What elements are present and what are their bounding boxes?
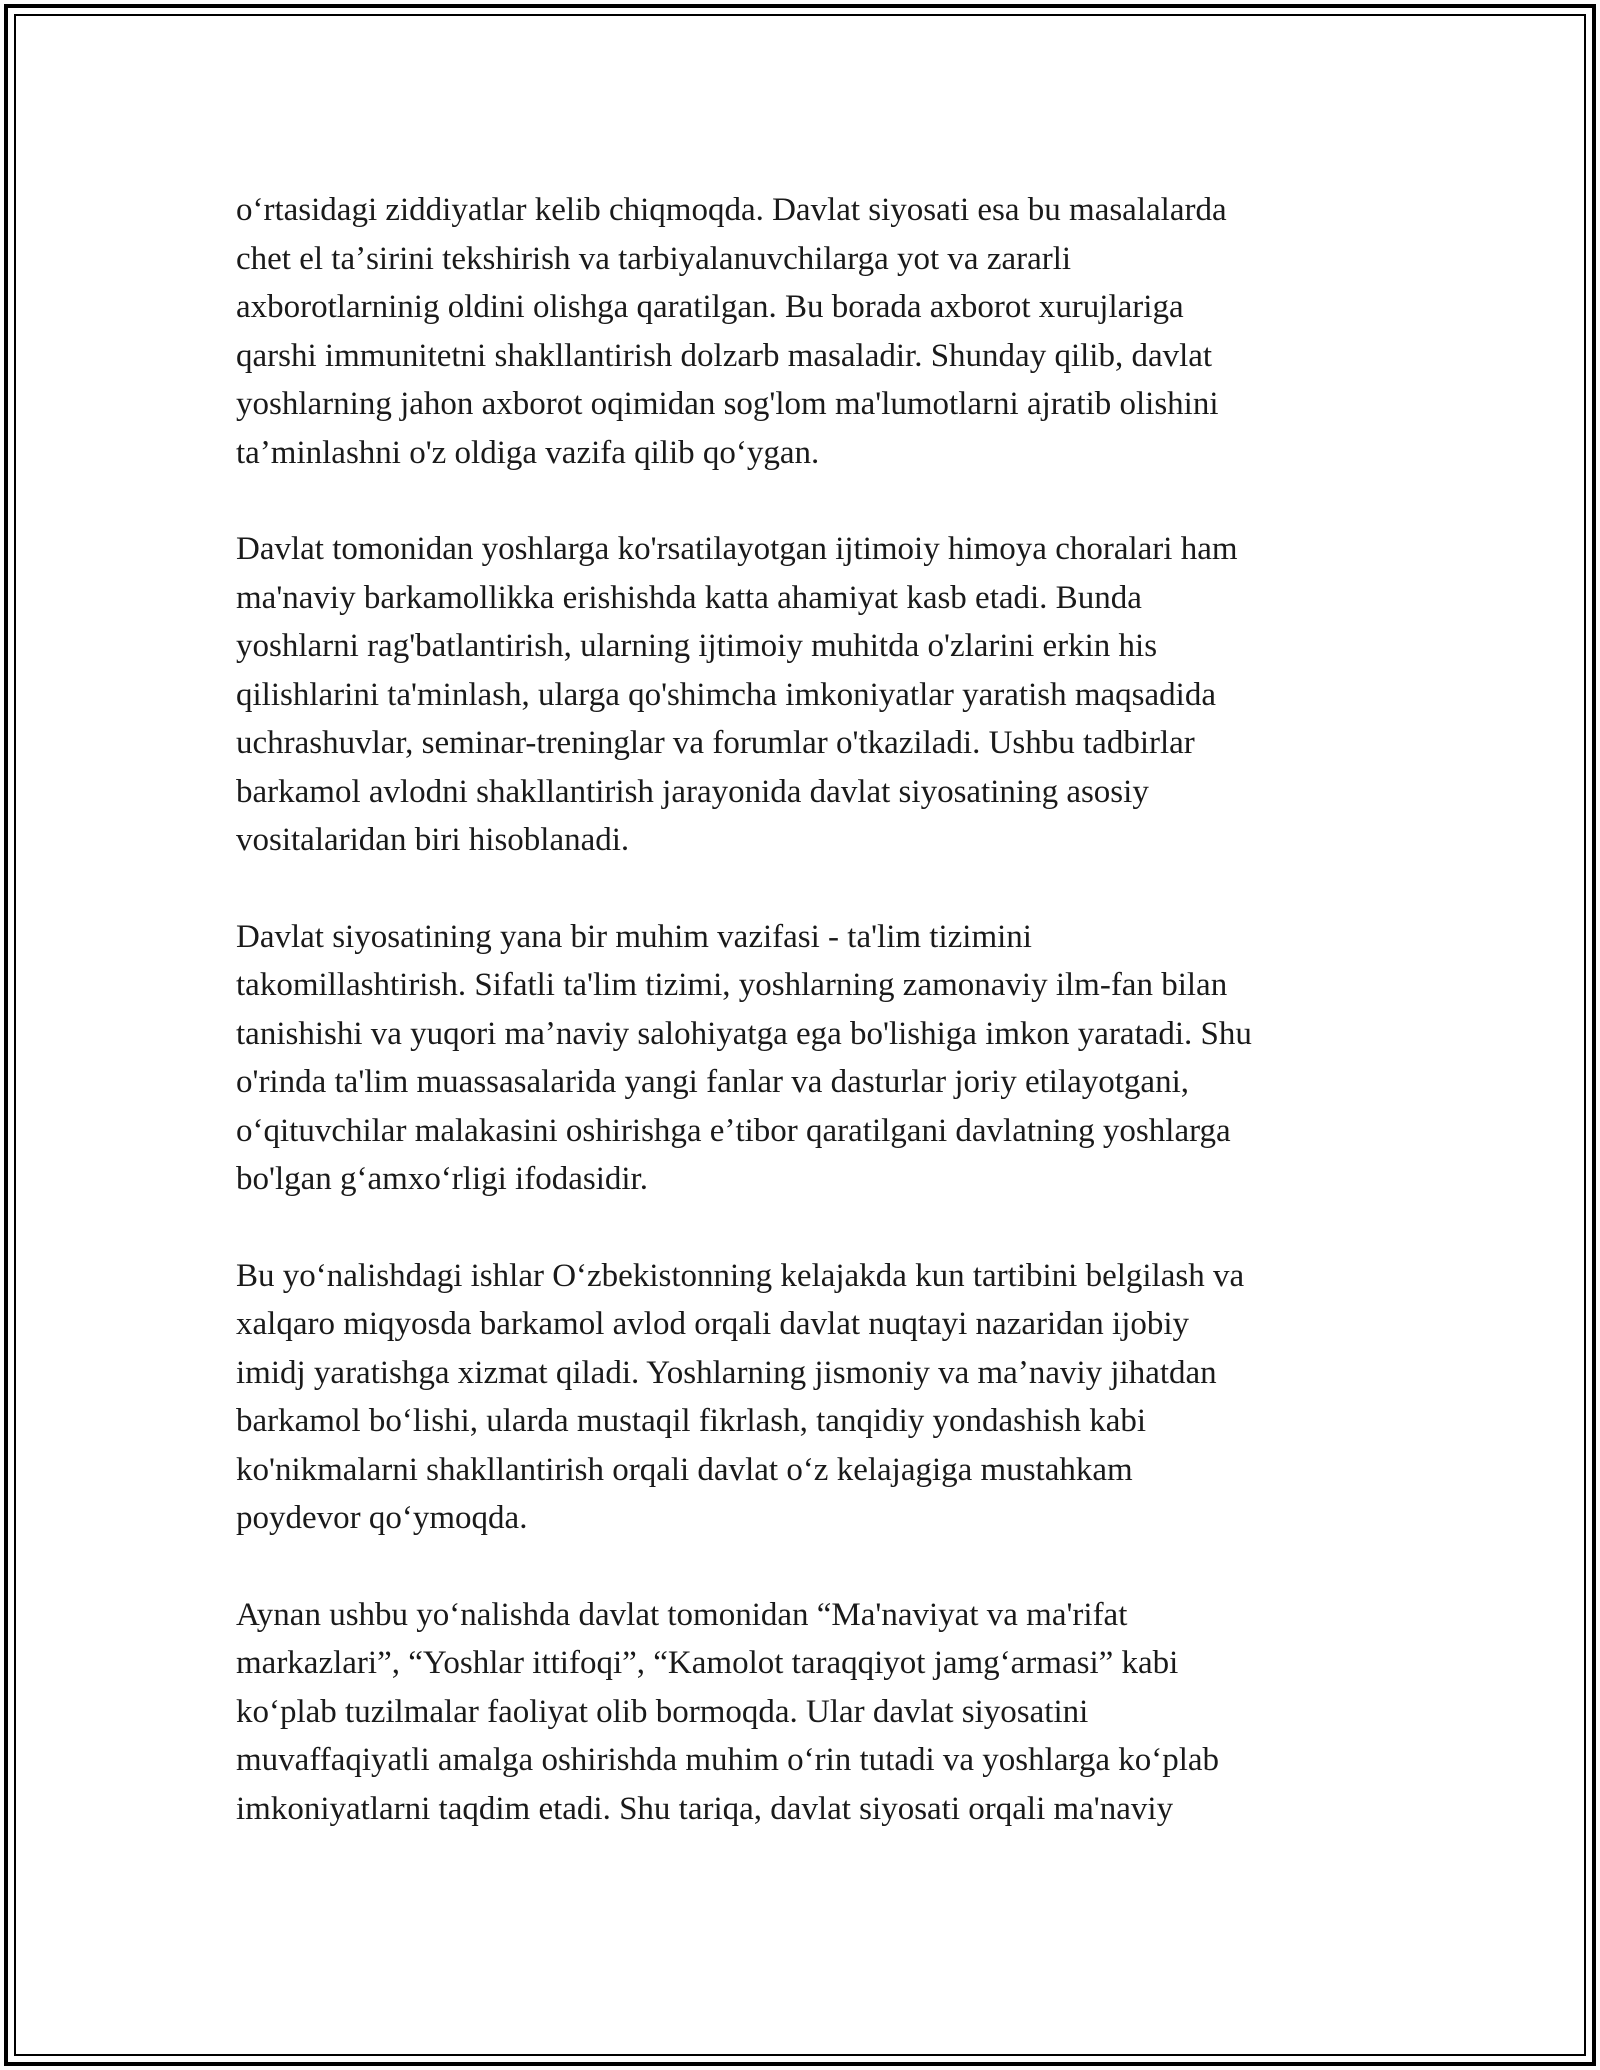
document-body: [236, 186, 1376, 1881]
text-line: yoshlarning jahon axborot oqimidan sog'lom ma'lumotlarni ajratib olishini: [236, 386, 1219, 422]
text-line: taʼminlashni o'z oldiga vazifa qilib qoʻygan.: [236, 434, 820, 471]
text-line: takomillashtirish. Sifatli ta'lim tizimi, yoshlarning zamonaviy ilm-fan bilan: [236, 967, 1228, 1003]
text-line: Bu yoʻnalishdagi ishlar Oʻzbekistonning kelajakda kun tartibini belgilash va: [236, 1257, 1245, 1294]
paragraph-2: [236, 525, 1376, 865]
paragraph-1: [236, 186, 1376, 477]
text-line: qilishlarini ta'minlash, ularga qo'shimcha imkoniyatlar yaratish maqsadida: [236, 676, 1216, 713]
text-line: uchrashuvlar, seminar-treninglar va forumlar o'tkaziladi. Ushbu tadbirlar: [236, 725, 1195, 761]
text-line: Aynan ushbu yoʻnalishda davlat tomonidan “Ma'naviyat va ma'rifat: [236, 1596, 1128, 1633]
text-line: o'rinda ta'lim muassasalarida yangi fanlar va dasturlar joriy etilayotgani,: [236, 1064, 1189, 1100]
text-line: ko'nikmalarni shakllantirish orqali davlat oʻz kelajagiga mustahkam: [236, 1451, 1133, 1488]
text-line: Davlat siyosatining yana bir muhim vazifasi - ta'lim tizimini: [236, 918, 1032, 955]
paragraph-5: [236, 1591, 1376, 1834]
text-line: barkamol boʻlishi, ularda mustaqil fikrlash, tanqidiy yondashish kabi: [236, 1403, 1147, 1439]
text-line: ma'naviy barkamollikka erishishda katta ahamiyat kasb etadi. Bunda: [236, 579, 1142, 616]
text-line: tanishishi va yuqori maʼnaviy salohiyatga ega bo'lishiga imkon yaratadi. Shu: [236, 1015, 1252, 1052]
text-line: imidj yaratishga xizmat qiladi. Yoshlarning jismoniy va maʼnaviy jihatdan: [236, 1354, 1217, 1391]
text-line: barkamol avlodni shakllantirish jarayonida davlat siyosatining asosiy: [236, 773, 1149, 810]
text-line: poydevor qoʻymoqda.: [236, 1500, 528, 1536]
text-line: oʻrtasidagi ziddiyatlar kelib chiqmoqda. Davlat siyosati esa bu masalalarda: [236, 192, 1227, 228]
text-line: axborotlarninig oldini olishga qaratilgan. Bu borada axborot xurujlariga: [236, 289, 1184, 325]
text-line: bo'lgan gʻamxoʻrligi ifodasidir.: [236, 1161, 648, 1197]
text-line: imkoniyatlarni taqdim etadi. Shu tariqa, davlat siyosati orqali ma'naviy: [236, 1790, 1174, 1827]
text-line: qarshi immunitetni shakllantirish dolzarb masaladir. Shunday qilib, davlat: [236, 337, 1213, 374]
text-line: yoshlarni rag'batlantirish, ularning ijtimoiy muhitda o'zlarini erkin his: [236, 628, 1158, 664]
text-line: Davlat tomonidan yoshlarga ko'rsatilayotgan ijtimoiy himoya choralari ham: [236, 531, 1238, 567]
paragraph-3: [236, 913, 1376, 1204]
paragraph-4: [236, 1252, 1376, 1543]
text-line: muvaffaqiyatli amalga oshirishda muhim oʻrin tutadi va yoshlarga koʻplab: [236, 1742, 1220, 1778]
text-line: xalqaro miqyosda barkamol avlod orqali davlat nuqtayi nazaridan ijobiy: [236, 1306, 1190, 1342]
text-line: chet el taʼsirini tekshirish va tarbiyalanuvchilarga yot va zararli: [236, 240, 1072, 277]
text-line: oʻqituvchilar malakasini oshirishga eʼtibor qaratilgani davlatning yoshlarga: [236, 1112, 1231, 1149]
text-line: vositalaridan biri hisoblanadi.: [236, 822, 630, 858]
text-line: markazlari”, “Yoshlar ittifoqi”, “Kamolot taraqqiyot jamgʻarmasi” kabi: [236, 1645, 1179, 1681]
text-line: koʻplab tuzilmalar faoliyat olib bormoqda. Ular davlat siyosatini: [236, 1693, 1089, 1730]
